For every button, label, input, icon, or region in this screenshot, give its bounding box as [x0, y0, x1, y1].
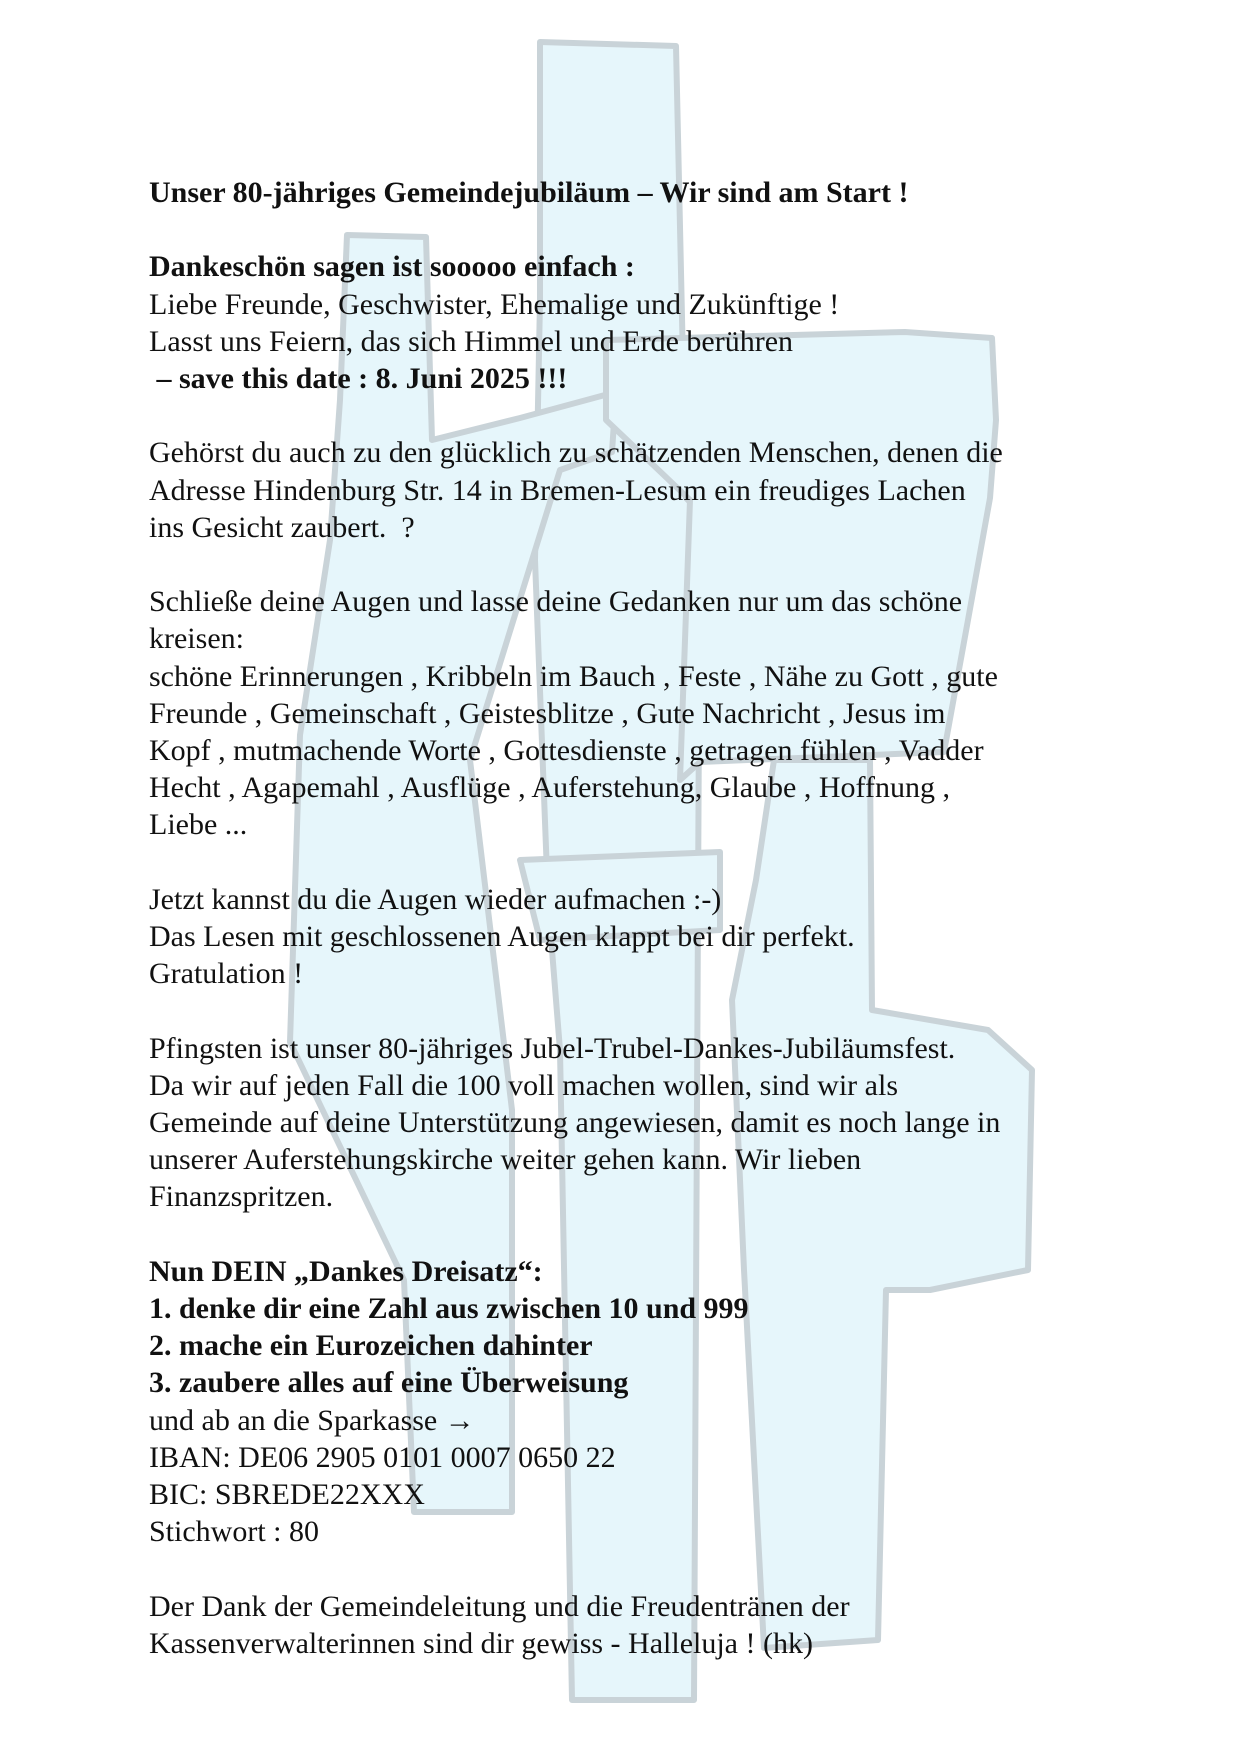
open-eyes-line: Gratulation !	[149, 957, 304, 991]
imagine-line: kreisen:	[149, 622, 244, 656]
spacer	[149, 1550, 1149, 1587]
imagine-line: Liebe ...	[149, 808, 248, 842]
letter-body	[149, 174, 1149, 1662]
spacer	[149, 992, 1149, 1029]
open-eyes-line: Jetzt kannst du die Augen wieder aufmachen :-)	[149, 882, 722, 916]
dreisatz-step: 1. denke dir eine Zahl aus zwischen 10 und 999	[149, 1292, 749, 1325]
imagine-line: Freunde , Gemeinschaft , Geistesblitze , Gute Nachricht , Jesus im	[149, 696, 946, 730]
dreisatz-heading: Nun DEIN „Dankes Dreisatz“:	[149, 1254, 543, 1288]
imagine-line: Hecht , Agapemahl , Ausflüge , Auferstehung, Glaube , Hoffnung ,	[149, 771, 950, 805]
dreisatz-step: 3. zaubere alles auf eine Überweisung	[149, 1366, 629, 1400]
spacer	[149, 397, 1149, 434]
intro-line: Liebe Freunde, Geschwister, Ehemalige und Zukünftige !	[149, 287, 840, 321]
imagine-line: Schließe deine Augen und lasse deine Gedanken nur um das schöne	[149, 585, 963, 619]
spacer	[149, 211, 1149, 248]
closing-line: Der Dank der Gemeindeleitung und die Freudentränen der	[149, 1589, 850, 1623]
intro-line: Lasst uns Feiern, das sich Himmel und Erde berühren	[149, 324, 794, 358]
spacer	[149, 546, 1149, 583]
keyword: Stichwort : 80	[149, 1515, 319, 1549]
imagine-line: schöne Erinnerungen , Kribbeln im Bauch , Feste , Nähe zu Gott , gute	[149, 659, 998, 693]
save-date: – save this date : 8. Juni 2025 !!!	[149, 362, 568, 395]
question-line: Adresse Hindenburg Str. 14 in Bremen-Lesum ein freudiges Lachen	[149, 473, 966, 507]
imagine-line: Kopf , mutmachende Worte , Gottesdienste , getragen fühlen , Vadder	[149, 734, 984, 767]
pentecost-line: Gemeinde auf deine Unterstützung angewiesen, damit es noch lange in	[149, 1106, 1001, 1139]
dreisatz-step: 2. mache ein Eurozeichen dahinter	[149, 1329, 593, 1363]
intro-heading: Dankeschön sagen ist sooooo einfach :	[149, 250, 635, 284]
pentecost-line: Da wir auf jeden Fall die 100 voll machen wollen, sind wir als	[149, 1068, 898, 1102]
bic: BIC: SBREDE22XXX	[149, 1478, 425, 1512]
spacer	[149, 844, 1149, 881]
question-line: Gehörst du auch zu den glücklich zu schätzenden Menschen, denen die	[149, 436, 1003, 470]
closing-line: Kassenverwalterinnen sind dir gewiss - Halleluja ! (hk)	[149, 1626, 813, 1660]
pentecost-line: Finanzspritzen.	[149, 1180, 334, 1214]
pentecost-line: unserer Auferstehungskirche weiter gehen kann. Wir lieben	[149, 1143, 862, 1177]
iban: IBAN: DE06 2905 0101 0007 0650 22	[149, 1440, 616, 1474]
spacer	[149, 1216, 1149, 1253]
question-line: ins Gesicht zaubert. ?	[149, 510, 415, 544]
letter-title: Unser 80-jähriges Gemeindejubiläum – Wir sind am Start !	[149, 176, 909, 209]
bank-line: und ab an die Sparkasse →	[149, 1403, 475, 1437]
pentecost-line: Pfingsten ist unser 80-jähriges Jubel-Trubel-Dankes-Jubiläumsfest.	[149, 1031, 956, 1065]
open-eyes-line: Das Lesen mit geschlossenen Augen klappt bei dir perfekt.	[149, 920, 855, 953]
